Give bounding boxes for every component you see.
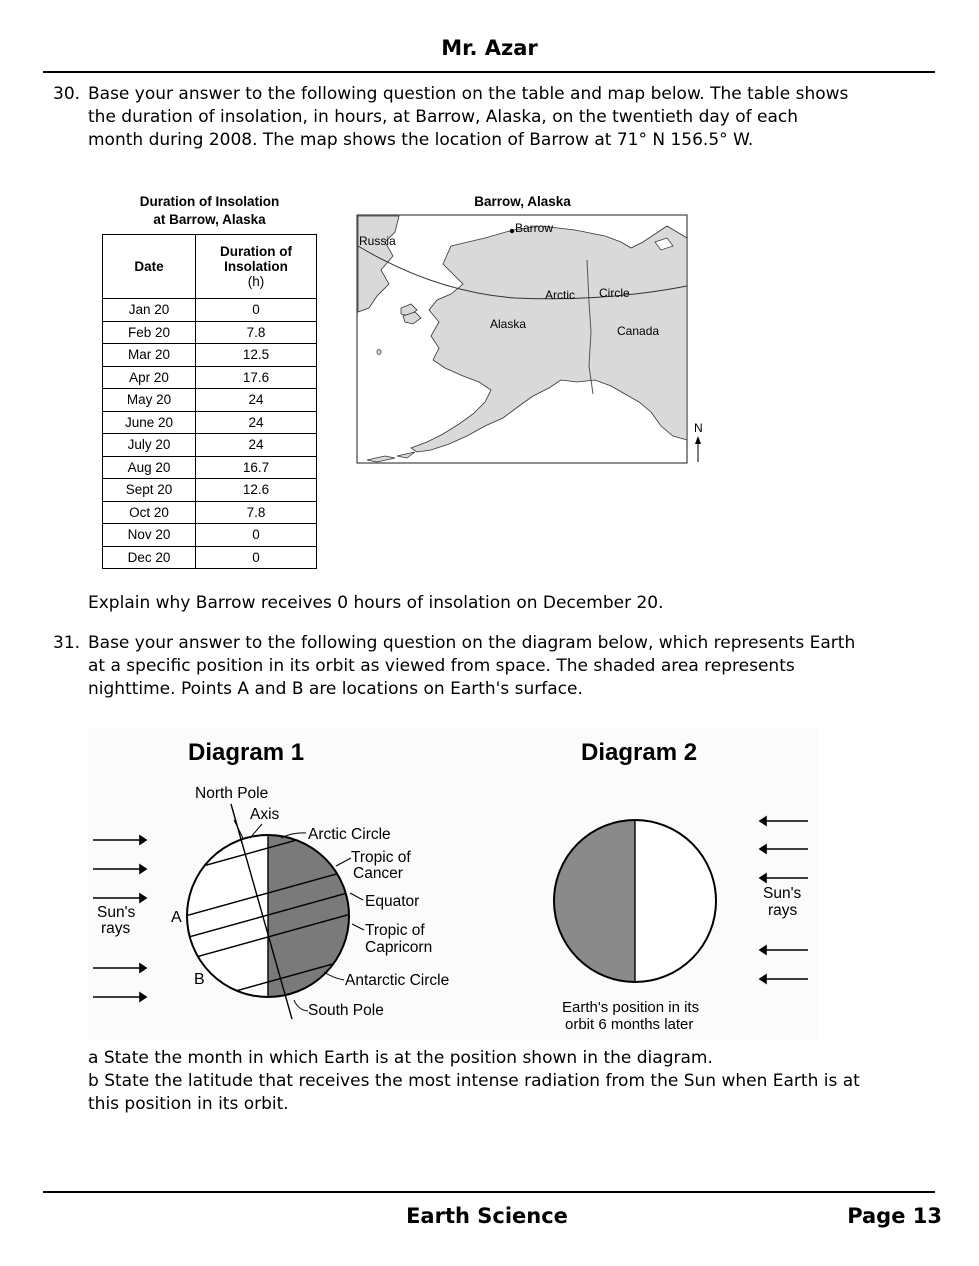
q30-number: 30. [53,84,81,104]
diagram2-caption-1: Earth's position in its [562,999,700,1016]
diagram1-title: Diagram 1 [188,739,305,766]
row-hours: 0 [196,524,317,547]
row-hours: 0 [196,299,317,322]
label-arctic: Arctic [545,288,575,302]
table-row [103,524,317,547]
row-date: Jan 20 [103,299,196,322]
row-hours: 24 [196,434,317,457]
row-date: Nov 20 [103,524,196,547]
table-row [103,411,317,434]
row-date: June 20 [103,411,196,434]
col-duration-line1: Duration of [220,244,292,259]
table-row [103,321,317,344]
row-date: Dec 20 [103,546,196,569]
row-date: Sept 20 [103,479,196,502]
table-row [103,366,317,389]
row-date: Feb 20 [103,321,196,344]
barrow-map [355,212,715,468]
footer-rule [43,1191,935,1193]
diagram2-title: Diagram 2 [581,739,698,766]
label-north-pole: North Pole [195,785,269,802]
q30-question: Explain why Barrow receives 0 hours of insolation on December 20. [88,593,664,613]
row-hours: 16.7 [196,456,317,479]
col-duration-unit: (h) [247,274,265,289]
table-row [103,344,317,367]
label-point-b: B [194,971,205,988]
page-header-title: Mr. Azar [441,36,538,60]
row-hours: 17.6 [196,366,317,389]
label-tropic-capricorn-2: Capricorn [365,939,433,956]
diagram2-caption-2: orbit 6 months later [565,1016,694,1033]
table-row [103,434,317,457]
label-tropic-cancer-2: Cancer [353,865,403,882]
row-hours: 12.5 [196,344,317,367]
table-row [103,299,317,322]
footer-subject: Earth Science [406,1204,568,1228]
table-caption-line2: at Barrow, Alaska [153,212,266,227]
footer-page-number: Page 13 [847,1204,942,1228]
label-point-a: A [171,909,182,926]
diagram2-sun-rays-label-1: Sun's [763,885,802,902]
label-equator: Equator [365,893,420,910]
row-hours: 7.8 [196,501,317,524]
header-rule [43,71,935,73]
q31-number: 31. [53,633,81,653]
diagram1-sun-rays-label-2: rays [101,920,131,937]
label-antarctic-circle: Antarctic Circle [345,972,450,989]
row-date: July 20 [103,434,196,457]
table-row [103,456,317,479]
row-hours: 24 [196,411,317,434]
north-arrow-head-icon [695,436,701,444]
row-date: Oct 20 [103,501,196,524]
label-russia: Russia [359,234,396,248]
table-caption-line1: Duration of Insolation [139,194,280,209]
label-arctic-circle: Arctic Circle [308,826,391,843]
row-date: Apr 20 [103,366,196,389]
barrow-point [510,229,514,233]
label-tropic-cancer-1: Tropic of [351,849,411,866]
label-north: N [694,421,703,435]
table-caption [102,193,317,229]
table-header-row [103,235,317,299]
label-tropic-capricorn-1: Tropic of [365,922,425,939]
label-south-pole: South Pole [308,1002,384,1019]
q31-text: Base your answer to the following question on the diagram below, which represents Earth at a specific position in its orbit as viewed from space. The shaded area represents nighttime. Points A and B are locations on Earth's surface. [88,633,856,699]
label-canada: Canada [617,324,660,338]
row-hours: 24 [196,389,317,412]
col-duration-line2: Insolation [224,259,288,274]
map-title: Barrow, Alaska [474,194,571,209]
label-circle: Circle [599,286,630,300]
row-date: Aug 20 [103,456,196,479]
q31-part-b-line2: this position in its orbit. [88,1094,289,1114]
col-date-header: Date [103,235,196,299]
row-date: May 20 [103,389,196,412]
label-axis: Axis [250,806,280,823]
earth-diagrams [88,728,818,1040]
diagram1-sun-rays-label-1: Sun's [97,904,136,921]
table-row [103,389,317,412]
label-alaska: Alaska [490,317,527,331]
row-hours: 0 [196,546,317,569]
q31-part-b-line1: b State the latitude that receives the most intense radiation from the Sun when Earth is at [88,1071,860,1091]
col-duration-header [196,235,317,299]
q30-text: Base your answer to the following question on the table and map below. The table shows the duration of insolation, in hours, at Barrow, Alaska, on the twentieth day of each month during 2008. The map shows the location of Barrow at 71° N 156.5° W. [88,84,849,150]
row-hours: 7.8 [196,321,317,344]
row-hours: 12.6 [196,479,317,502]
table-row [103,479,317,502]
diagram2-sun-rays-label-2: rays [768,902,798,919]
insolation-table [102,234,317,569]
row-date: Mar 20 [103,344,196,367]
q31-part-a: a State the month in which Earth is at the position shown in the diagram. [88,1048,713,1068]
table-row [103,501,317,524]
label-barrow: Barrow [515,221,554,235]
table-row [103,546,317,569]
island [377,350,381,355]
